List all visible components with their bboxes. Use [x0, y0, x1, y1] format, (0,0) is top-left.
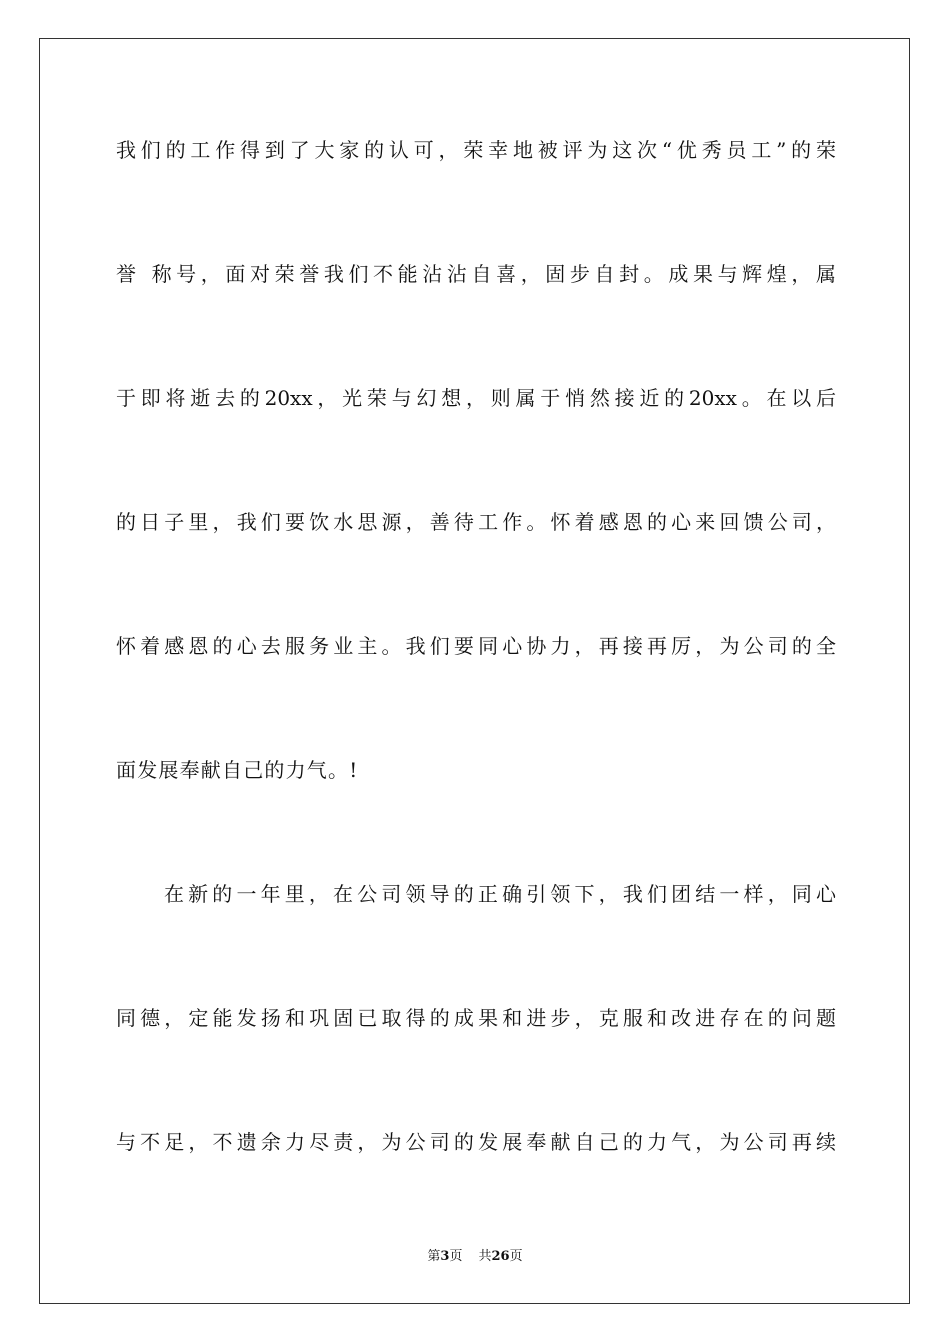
paragraph-line-9: 与不足，不遗余力尽责，为公司的发展奉献自己的力气，为公司再续: [116, 1130, 836, 1154]
footer-page-current: 3: [440, 1249, 450, 1264]
footer-total-suffix: 页: [509, 1249, 523, 1264]
paragraph-line-4: 的日子里，我们要饮水思源，善待工作。怀着感恩的心来回馈公司，: [116, 510, 836, 534]
paragraph-line-8: 同德，定能发扬和巩固已取得的成果和进步，克服和改进存在的问题: [116, 1006, 836, 1030]
paragraph-line-6: 面发展奉献自己的力气。!: [116, 758, 359, 782]
page-border: [39, 38, 910, 1304]
paragraph-line-1: 我们的工作得到了大家的认可，荣幸地被评为这次“优秀员工”的荣: [116, 138, 836, 162]
paragraph-line-3: 于即将逝去的20xx，光荣与幻想，则属于悄然接近的20xx。在以后: [116, 386, 836, 410]
footer-page-suffix: 页: [449, 1249, 463, 1264]
footer-total-prefix: 共: [478, 1249, 492, 1264]
paragraph-line-7: 在新的一年里，在公司领导的正确引领下，我们团结一样，同心: [164, 882, 836, 906]
page-footer: [0, 1248, 950, 1266]
footer-page-total: 26: [491, 1249, 510, 1264]
paragraph-line-2: 誉 称号，面对荣誉我们不能沾沾自喜，固步自封。成果与辉煌，属: [116, 262, 836, 286]
footer-page-prefix: 第: [427, 1249, 441, 1264]
paragraph-line-5: 怀着感恩的心去服务业主。我们要同心协力，再接再厉，为公司的全: [116, 634, 836, 658]
